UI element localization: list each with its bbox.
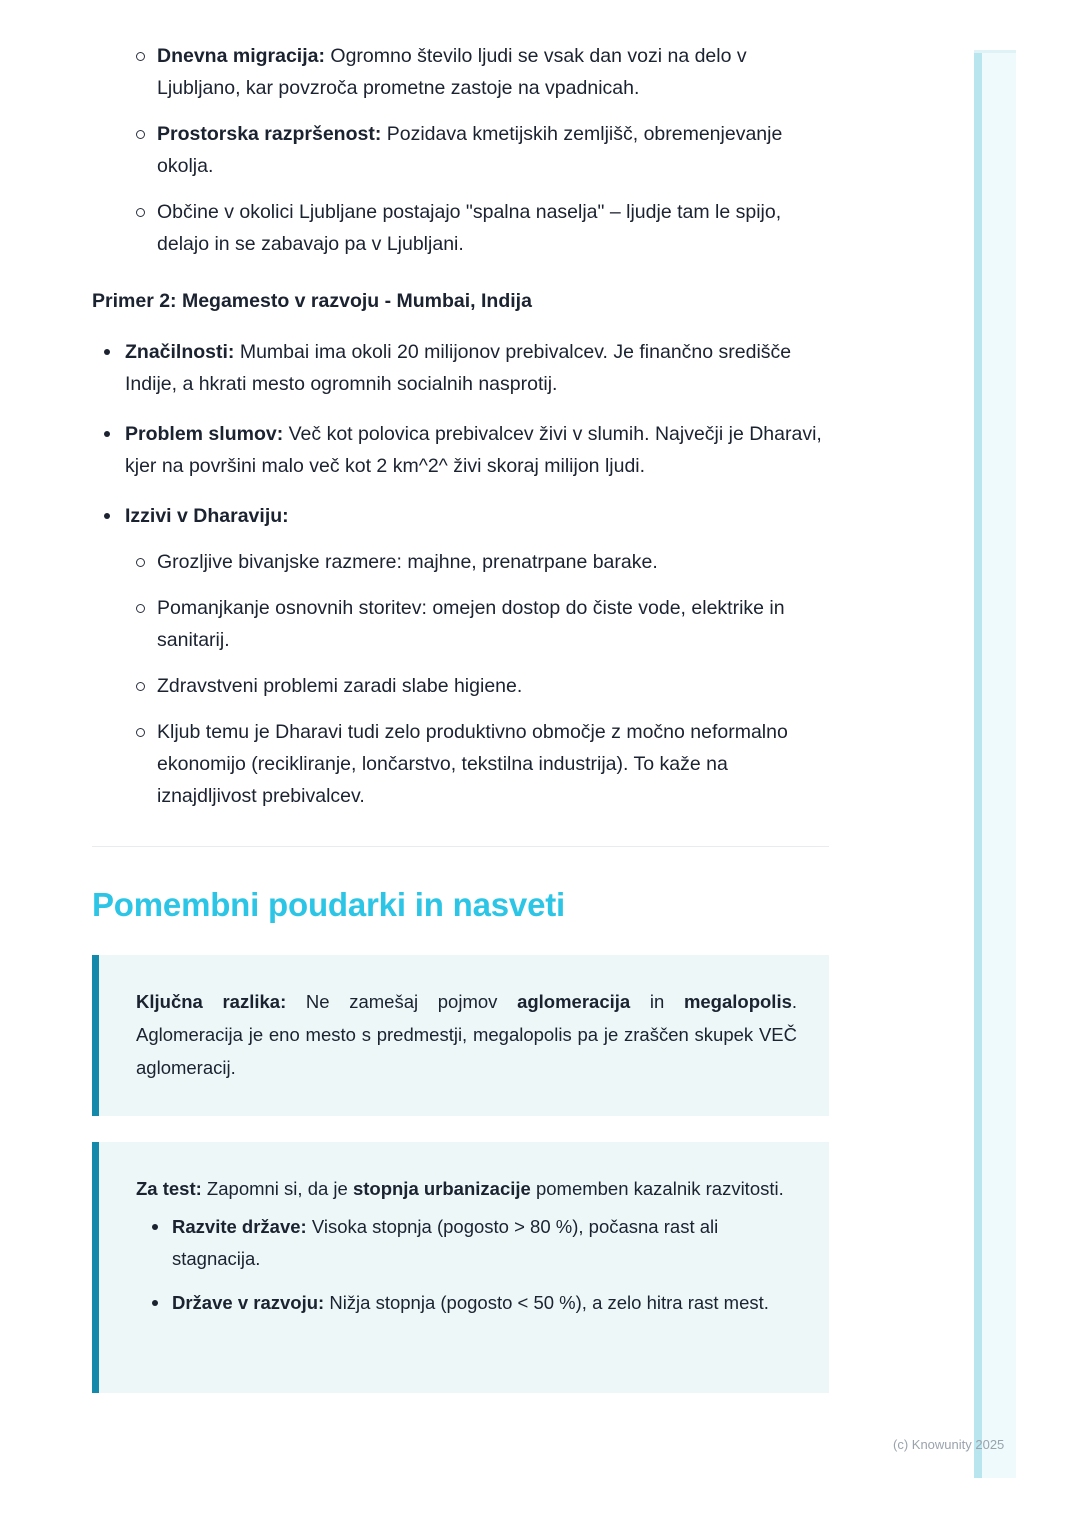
callout-part-2: pomemben kazalnik razvitosti.	[530, 1178, 784, 1199]
bullet-lead: Razvite države:	[172, 1216, 307, 1237]
callout-key-difference	[92, 955, 829, 1116]
callout-bold-aglomeracija: aglomeracija	[517, 991, 631, 1012]
callout-text	[136, 1172, 797, 1205]
list-item: Grozljive bivanjske razmere: majhne, prenatrpane barake.	[125, 546, 829, 578]
callout-part-1: Zapomni si, da je	[201, 1178, 353, 1199]
list-item	[136, 1211, 797, 1275]
bullet-lead: Države v razvoju:	[172, 1292, 325, 1313]
ljubljana-subbullet-list	[92, 40, 829, 260]
right-edge-band-top-line	[974, 50, 1016, 53]
right-edge-band-stripe	[974, 50, 982, 1478]
callout-bold-stopnja-urbanizacije: stopnja urbanizacije	[352, 1178, 531, 1199]
primer-2-bullet-list	[92, 336, 829, 812]
callout-part-1: Ne zamešaj pojmov	[286, 991, 518, 1012]
list-item-izzivi	[92, 500, 829, 812]
callout-za-test	[92, 1142, 829, 1393]
callout-bold-megalopolis: megalopolis	[683, 991, 792, 1012]
callout-lead: Ključna razlika:	[136, 991, 287, 1012]
section-divider	[92, 846, 829, 847]
bullet-text: Pozidava kmetijskih zemljišč, obremenjevanje okolja.	[157, 123, 783, 177]
list-item	[92, 118, 829, 182]
copyright-watermark: (c) Knowunity 2025	[893, 1437, 1005, 1452]
callout-part-2: in	[630, 991, 684, 1012]
bullet-lead: Problem slumov:	[125, 423, 284, 445]
list-item	[136, 1287, 797, 1319]
bullet-text: Mumbai ima okoli 20 milijonov prebivalcev. Je finančno središče Indije, a hkrati mesto ogromnih socialnih nasprotij.	[125, 341, 792, 395]
bullet-text: Visoka stopnja (pogosto > 80 %), počasna rast ali stagnacija.	[172, 1216, 719, 1269]
bullet-text: Nižja stopnja (pogosto < 50 %), a zelo hitra rast mest.	[324, 1292, 769, 1313]
bullet-lead: Izzivi v Dharaviju:	[125, 505, 289, 527]
list-item	[92, 40, 829, 104]
bullet-lead: Značilnosti:	[125, 341, 235, 363]
bullet-lead: Prostorska razpršenost:	[157, 123, 382, 145]
bullet-text: Ogromno število ljudi se vsak dan vozi na delo v Ljubljano, kar povzroča prometne zastoje na vpadnicah.	[157, 45, 747, 99]
list-item	[92, 418, 829, 482]
bullet-text: Občine v okolici Ljubljane postajajo "spalna naselja" – ljudje tam le spijo, delajo in se zabavajo pa v Ljubljani.	[157, 201, 782, 255]
page-title: Pomembni poudarki in nasveti	[92, 886, 565, 923]
list-item: Kljub temu je Dharavi tudi zelo produktivno območje z močno neformalno ekonomijo (recikliranje, lončarstvo, tekstilna industrija). To kaže na iznajdljivost prebivalcev.	[125, 716, 829, 812]
document-content	[92, 40, 829, 1393]
list-item	[92, 336, 829, 400]
list-item	[92, 196, 829, 260]
primer-2-heading: Primer 2: Megamesto v razvoju - Mumbai, Indija	[92, 290, 532, 312]
list-item: Zdravstveni problemi zaradi slabe higiene.	[125, 670, 829, 702]
bullet-lead: Dnevna migracija:	[157, 45, 325, 67]
izzivi-subbullet-list	[125, 546, 829, 812]
callout-bullet-list	[136, 1211, 797, 1319]
callout-text	[136, 985, 797, 1084]
callout-lead: Za test:	[136, 1178, 202, 1199]
list-item: Pomanjkanje osnovnih storitev: omejen dostop do čiste vode, elektrike in sanitarij.	[125, 592, 829, 656]
callout-part-3: . Aglomeracija je eno mesto s predmestji, megalopolis pa je zraščen skupek VEČ aglomeracij.	[136, 991, 798, 1078]
bullet-text: Več kot polovica prebivalcev živi v slumih. Največji je Dharavi, kjer na površini malo več kot 2 km^2^ živi skoraj milijon ljudi.	[125, 423, 822, 477]
